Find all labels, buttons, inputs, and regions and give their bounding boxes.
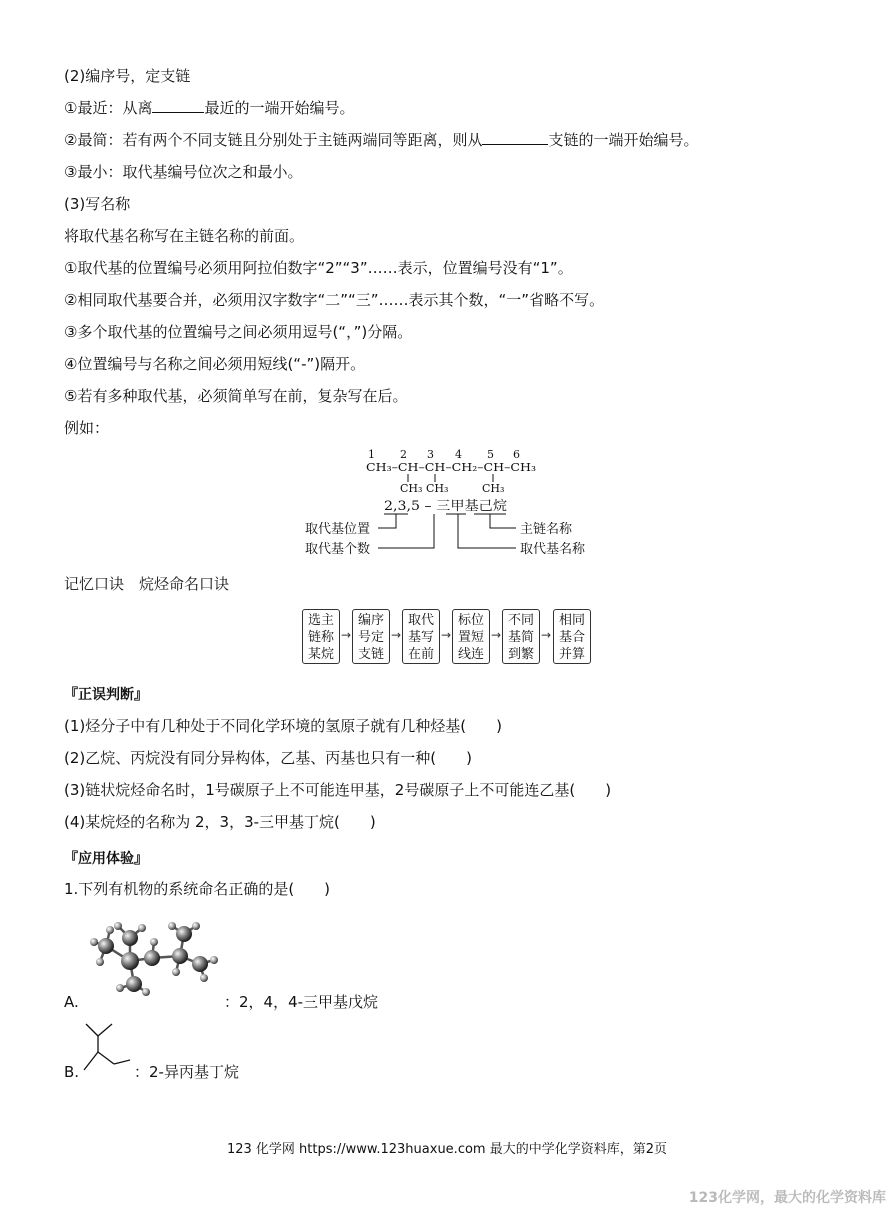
carbon-number: 3: [427, 448, 434, 461]
mnemonic-text: 置短: [457, 630, 484, 645]
mnemonic-text: 链称: [307, 630, 334, 645]
carbon-number: 6: [513, 448, 520, 461]
label-substituent-count: 取代基个数: [305, 542, 371, 557]
page-footer: 123 化学网 https://www.123huaxue.com 最大的中学化学资料库，第2页: [226, 1142, 667, 1157]
label-substituent-position: 取代基位置: [305, 522, 371, 537]
mnemonic-step-3: [402, 609, 440, 664]
judge-item-4: (4)某烷烃的名称为 2，3，3-三甲基丁烷( ): [64, 813, 376, 831]
arrow-icon: →: [541, 628, 552, 642]
mnemonic-title: 记忆口诀 烷烃命名口诀: [64, 575, 230, 593]
write-rule-2: ②相同取代基要合并，必须用汉字数字“二”“三”……表示其个数，“一”省略不写。: [64, 291, 605, 309]
mnemonic-text: 某烷: [307, 647, 334, 662]
mnemonic-step-1: [302, 609, 340, 664]
mnemonic-text: 并算: [558, 647, 585, 662]
branch-methyl: CH₃: [400, 482, 423, 495]
step3-intro: 将取代基名称写在主链名称的前面。: [64, 227, 305, 245]
mnemonic-text: 基写: [407, 630, 434, 645]
rule-nearest-pre: ①最近：从离: [64, 99, 153, 117]
carbon-number: 1: [368, 448, 375, 461]
step3-title: (3)写名称: [64, 195, 131, 213]
mnemonic-text: 编序: [357, 613, 384, 628]
mnemonic-text: 取代: [407, 613, 434, 628]
rule-simplest-post: 支链的一端开始编号。: [548, 131, 699, 149]
apply-section-title: 『应用体验』: [64, 851, 148, 867]
carbon-number: 4: [455, 448, 462, 461]
compound-name: 2,3,5 – 三甲基己烷: [384, 499, 497, 514]
judge-section-title: 『正误判断』: [64, 687, 148, 703]
write-rule-3: ③多个取代基的位置编号之间必须用逗号(“，”)分隔。: [64, 323, 413, 341]
mnemonic-text: 在前: [407, 647, 434, 662]
mnemonic-text: 选主: [307, 613, 334, 628]
option-b-text: ：2-异丙基丁烷: [134, 1063, 239, 1081]
judge-item-3: (3)链状烷烃命名时，1号碳原子上不可能连甲基，2号碳原子上不可能连乙基( ): [64, 781, 612, 799]
carbon-number: 2: [400, 448, 407, 461]
rule-simplest: [64, 130, 698, 150]
step2-title: (2)编序号，定支链: [64, 67, 191, 85]
label-main-chain-name: 主链名称: [520, 522, 573, 537]
rule-nearest-post: 最近的一端开始编号。: [204, 99, 355, 117]
rule-nearest: [64, 98, 354, 118]
label-substituent-name: 取代基名称: [520, 542, 586, 557]
mnemonic-text: 相同: [558, 613, 585, 628]
mnemonic-step-4: [452, 609, 490, 664]
main-chain-formula: CH₃–CH–CH–CH₂–CH–CH₃: [366, 461, 536, 474]
watermark: 123化学网，最大的化学资料库: [688, 1190, 886, 1206]
mnemonic-text: 不同: [507, 613, 534, 628]
arrow-icon: →: [391, 628, 402, 642]
branch-methyl: CH₃: [426, 482, 449, 495]
judge-item-1: (1)烃分子中有几种处于不同化学环境的氢原子就有几种烃基( ): [64, 717, 502, 735]
example-label: 例如：: [64, 419, 110, 437]
fill-blank[interactable]: [482, 130, 548, 145]
judge-item-2: (2)乙烷、丙烷没有同分异构体，乙基、丙基也只有一种( ): [64, 749, 472, 767]
rule-simplest-pre: ②最简：若有两个不同支链且分别处于主链两端同等距离，则从: [64, 131, 483, 149]
mnemonic-text: 到繁: [507, 647, 534, 662]
ball-stick-model: [80, 916, 230, 996]
fill-blank[interactable]: [152, 98, 204, 113]
mnemonic-step-2: [352, 609, 390, 664]
arrow-icon: →: [491, 628, 502, 642]
mnemonic-text: 支链: [357, 647, 384, 662]
mnemonic-text: 标位: [457, 613, 484, 628]
skeletal-formula: [78, 1022, 138, 1080]
arrow-icon: →: [441, 628, 452, 642]
carbon-number: 5: [487, 448, 494, 461]
mnemonic-step-6: [553, 609, 591, 664]
mnemonic-text: 号定: [357, 630, 384, 645]
option-b-label: B.: [64, 1063, 80, 1081]
option-a-text: ：2，4，4-三甲基戊烷: [224, 993, 379, 1011]
mnemonic-step-5: [502, 609, 540, 664]
rule-smallest: ③最小：取代基编号位次之和最小。: [64, 163, 303, 181]
option-a-label: A.: [64, 993, 79, 1011]
mnemonic-text: 基简: [507, 630, 534, 645]
write-rule-5: ⑤若有多种取代基，必须简单写在前，复杂写在后。: [64, 387, 408, 405]
arrow-icon: →: [341, 628, 352, 642]
write-rule-4: ④位置编号与名称之间必须用短线(“-”)隔开。: [64, 355, 366, 373]
naming-example-diagram: [300, 444, 600, 564]
write-rule-1: ①取代基的位置编号必须用阿拉伯数字“2”“3”……表示，位置编号没有“1”。: [64, 259, 573, 277]
question-1: 1.下列有机物的系统命名正确的是( ): [64, 880, 331, 898]
branch-methyl: CH₃: [482, 482, 505, 495]
mnemonic-text: 基合: [558, 630, 585, 645]
mnemonic-text: 线连: [457, 647, 484, 662]
